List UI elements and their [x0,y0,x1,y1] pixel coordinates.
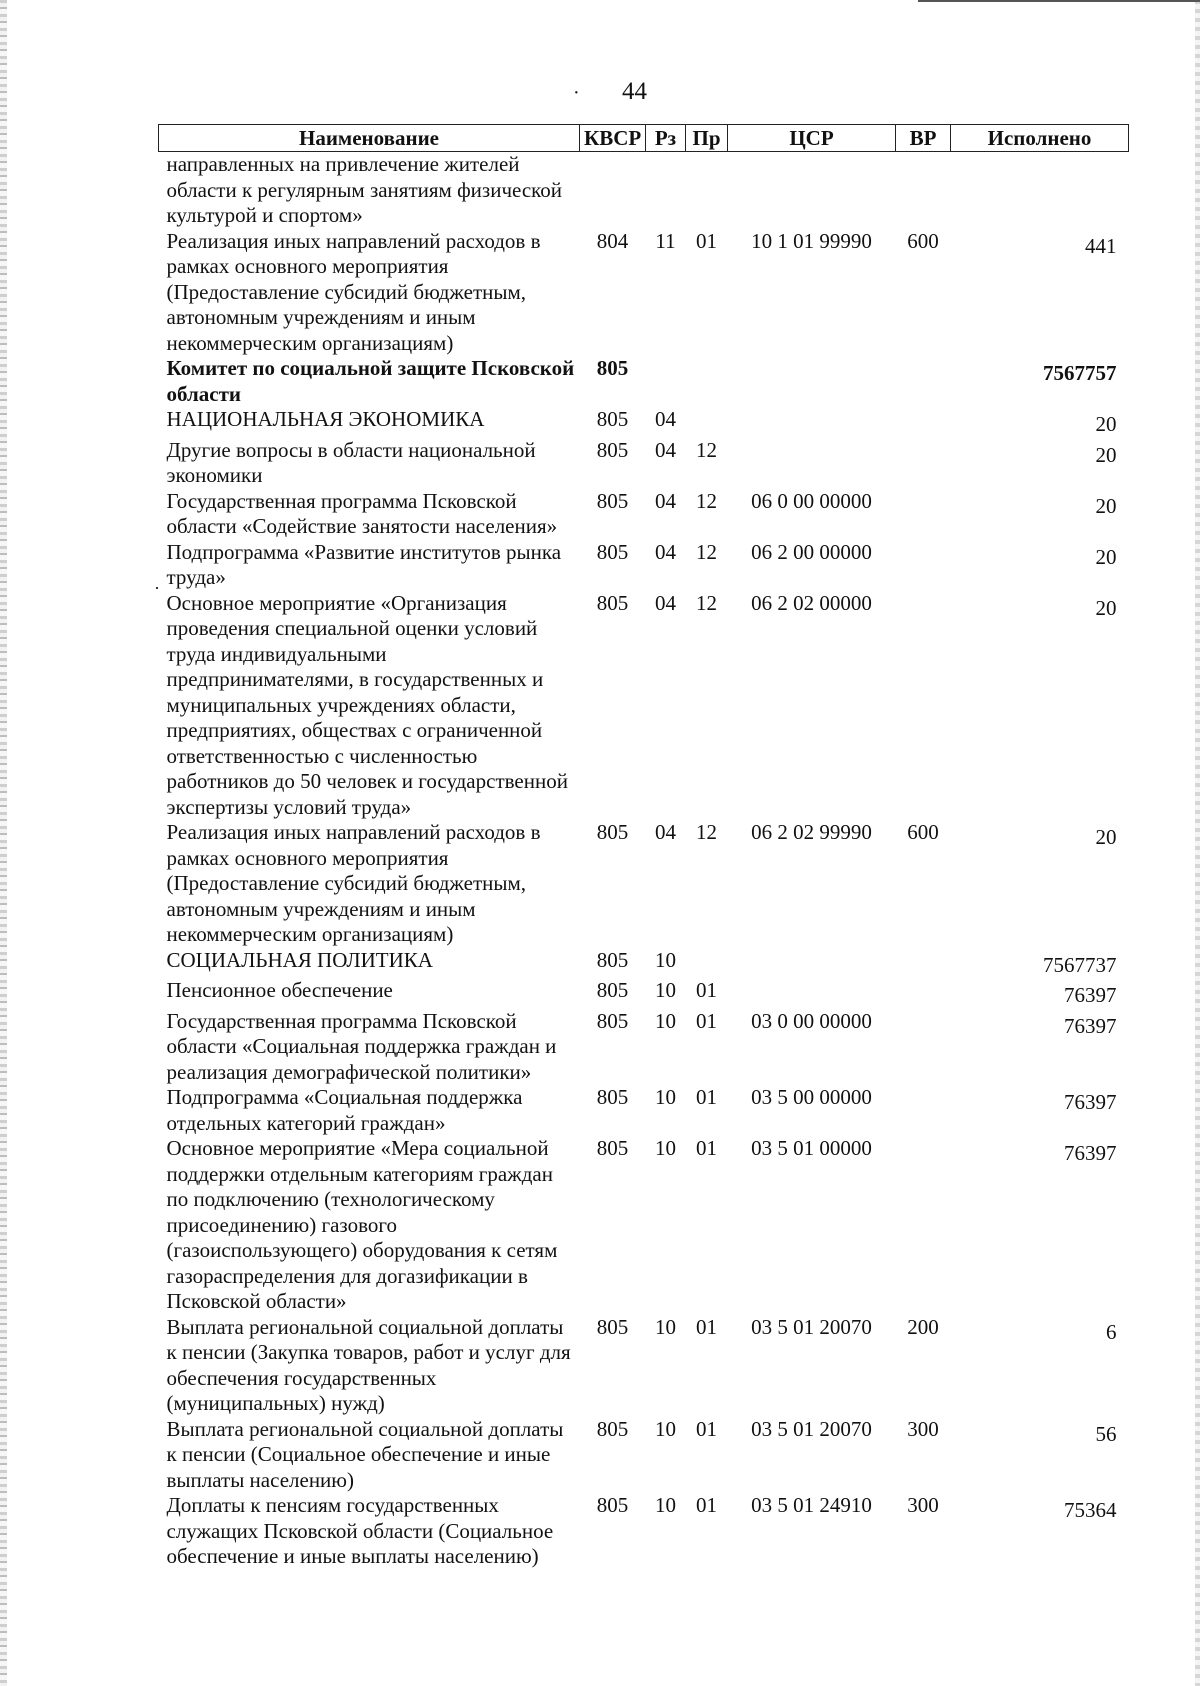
cell-amount [951,152,1129,229]
header-rz: Рз [646,125,686,152]
cell-rz: 04 [655,820,676,844]
table-row [159,1136,1129,1315]
cell-pr: 12 [696,488,717,513]
cell-kvsr: 805 [596,978,629,1002]
cell-rz: 10 [655,947,676,972]
cell-csr [728,948,896,979]
cell-pr: 12 [696,437,717,462]
cell-name: Государственная программа Псковской области «Социальная поддержка граждан и реализация демографической политики» [166,1008,557,1084]
cell-vr [896,407,951,438]
cell-rz: 10 [655,978,676,1002]
cell-kvsr: 805 [596,539,629,564]
cell-rz: 10 [655,1416,676,1441]
cell-kvsr: 805 [596,1493,629,1517]
cell-vr: 600 [907,820,939,844]
cell-rz: 04 [655,407,676,431]
cell-csr: 03 5 01 00000 [751,1136,872,1160]
cell-amount: 20 [1095,493,1117,518]
cell-rz [646,152,686,229]
cell-pr: 12 [696,539,717,564]
cell-kvsr: 805 [596,437,629,462]
cell-vr: 600 [907,228,939,253]
cell-csr: 03 5 01 20070 [751,1416,872,1441]
cell-amount: 76397 [1064,1141,1117,1165]
cell-csr: 06 2 02 00000 [751,590,872,615]
cell-name: НАЦИОНАЛЬНАЯ ЭКОНОМИКА [166,407,485,431]
cell-pr: 01 [696,1314,717,1339]
cell-name: Государственная программа Псковской области «Содействие занятости населения» [166,488,558,538]
stray-dot: · [573,82,580,104]
cell-rz: 04 [655,488,676,513]
cell-kvsr: 805 [596,947,629,972]
cell-pr: 01 [696,978,717,1002]
cell-amount: 441 [1085,233,1117,258]
cell-csr: 06 2 02 99990 [751,820,872,844]
cell-name: Выплата региональной социальной доплаты к пенсии (Закупка товаров, работ и услуг для обеспечения государственных (муниципальных) нужд) [166,1314,571,1415]
cell-amount: 76397 [1064,983,1117,1007]
cell-name: Выплата региональной социальной доплаты к пенсии (Социальное обеспечение и иные выплаты населению) [166,1416,564,1492]
header-kvsr: КВСР [580,125,646,152]
cell-vr [896,1136,951,1315]
scan-edge-right [1195,0,1200,1686]
cell-amount: 20 [1095,442,1117,467]
cell-name: Реализация иных направлений расходов в рамках основного мероприятия (Предоставление субсидий бюджетным, автономным учреждениям и иным некоммерческим организациям) [166,820,541,946]
cell-amount: 76397 [1064,1013,1117,1038]
cell-rz [646,356,686,407]
cell-rz: 04 [655,590,676,615]
table-row [159,489,1129,540]
scan-top-line [918,0,1200,2]
cell-amount: 76397 [1064,1090,1117,1114]
cell-vr [896,356,951,407]
table-row [159,1417,1129,1494]
table-row [159,438,1129,489]
cell-vr [896,438,951,489]
cell-rz: 10 [655,1493,676,1517]
cell-csr [728,978,896,1009]
cell-amount: 20 [1095,825,1117,849]
cell-kvsr: 805 [596,590,629,615]
budget-table [158,124,1129,1570]
cell-amount: 20 [1095,595,1117,620]
table-row [159,356,1129,407]
cell-csr: 03 0 00 00000 [751,1008,872,1033]
cell-kvsr: 805 [596,1314,629,1339]
cell-vr [896,152,951,229]
table-row [159,1085,1129,1136]
table-row [159,591,1129,821]
cell-name: направленных на привлечение жителей области к регулярным занятиям физической культурой и спортом» [166,152,563,227]
cell-rz: 10 [655,1085,676,1109]
cell-vr [896,978,951,1009]
cell-name: Подпрограмма «Социальная поддержка отдельных категорий граждан» [166,1085,523,1135]
cell-amount: 7567757 [1043,361,1117,385]
cell-amount: 75364 [1064,1498,1117,1522]
cell-name: Другие вопросы в области национальной экономики [166,437,536,487]
cell-rz: 04 [655,539,676,564]
cell-pr: 01 [696,1416,717,1441]
table-header [159,125,1129,152]
cell-pr [686,407,728,438]
table-row [159,152,1129,229]
cell-name: Основное мероприятие «Мера социальной поддержки отдельным категориям граждан по подключению (технологическому присоединению) газового (газоиспользующего) оборудования к сетям газораспределения для догазификации в Псковской области» [166,1136,558,1313]
cell-pr: 01 [696,1136,717,1160]
stray-side-dot: · [154,578,160,598]
table-row [159,1009,1129,1086]
scan-edge-left [0,0,7,1686]
table-row [159,1315,1129,1417]
cell-kvsr: 804 [596,228,629,253]
table-row [159,948,1129,979]
table-row [159,229,1129,357]
cell-vr [896,1009,951,1086]
cell-csr: 06 2 00 00000 [751,539,872,564]
cell-name: Основное мероприятие «Организация проведения специальной оценки условий труда индивидуальными предпринимателями, в государственных и муниципальных учреждениях области, предприятиях, обществах с ограниченной ответственностью с численностью работников до 50 человек и государственной экспертизы условий труда» [166,590,568,819]
table-row [159,540,1129,591]
header-name: Наименование [159,125,580,152]
header-amount: Исполнено [951,125,1129,152]
cell-name: Комитет по социальной защите Псковской области [166,356,575,406]
cell-vr [896,489,951,540]
cell-rz: 10 [655,1008,676,1033]
cell-vr: 300 [907,1493,939,1517]
cell-csr: 06 0 00 00000 [751,488,872,513]
cell-csr: 03 5 01 20070 [751,1314,872,1339]
cell-kvsr: 805 [596,820,629,844]
cell-rz: 11 [655,228,676,253]
page-number: 44 [622,78,647,105]
cell-pr: 01 [696,1008,717,1033]
cell-pr: 01 [696,1493,717,1517]
cell-kvsr: 805 [596,407,629,431]
cell-name: СОЦИАЛЬНАЯ ПОЛИТИКА [166,947,433,972]
cell-amount: 7567737 [1043,952,1117,977]
cell-pr [686,948,728,979]
header-csr: ЦСР [728,125,896,152]
cell-vr [896,540,951,591]
cell-name: Подпрограмма «Развитие институтов рынка труда» [166,539,562,589]
cell-kvsr [580,152,646,229]
cell-amount: 20 [1095,544,1117,569]
cell-vr [896,1085,951,1136]
cell-kvsr: 805 [596,1008,629,1033]
cell-kvsr: 805 [596,1085,629,1109]
table-row [159,820,1129,948]
cell-amount: 56 [1095,1421,1117,1446]
cell-name: Доплаты к пенсиям государственных служащих Псковской области (Социальное обеспечение и иные выплаты населению) [166,1493,554,1568]
cell-name: Реализация иных направлений расходов в рамках основного мероприятия (Предоставление субсидий бюджетным, автономным учреждениям и иным некоммерческим организациям) [166,228,541,355]
cell-pr [686,356,728,407]
cell-csr: 03 5 01 24910 [751,1493,872,1517]
cell-csr [728,438,896,489]
table-row [159,1493,1129,1570]
cell-pr: 01 [696,1085,717,1109]
cell-kvsr: 805 [596,356,629,380]
cell-csr: 03 5 00 00000 [751,1085,872,1109]
table-body [159,152,1129,1570]
cell-kvsr: 805 [596,1136,629,1160]
cell-kvsr: 805 [596,488,629,513]
cell-vr: 300 [907,1416,939,1441]
cell-amount: 20 [1095,412,1117,436]
cell-pr: 12 [696,820,717,844]
cell-name: Пенсионное обеспечение [166,978,393,1002]
cell-amount: 6 [1106,1319,1117,1344]
cell-rz: 10 [655,1314,676,1339]
cell-rz: 10 [655,1136,676,1160]
cell-pr [686,152,728,229]
cell-vr [896,948,951,979]
cell-csr [728,152,896,229]
cell-csr [728,356,896,407]
cell-rz: 04 [655,437,676,462]
table-row [159,407,1129,438]
cell-vr [896,591,951,821]
cell-csr [728,407,896,438]
cell-vr: 200 [907,1314,939,1339]
table-row [159,978,1129,1009]
cell-csr: 10 1 01 99990 [751,228,872,253]
cell-pr: 12 [696,590,717,615]
header-pr: Пр [686,125,728,152]
cell-pr: 01 [696,228,717,253]
header-vr: ВР [896,125,951,152]
cell-kvsr: 805 [596,1416,629,1441]
